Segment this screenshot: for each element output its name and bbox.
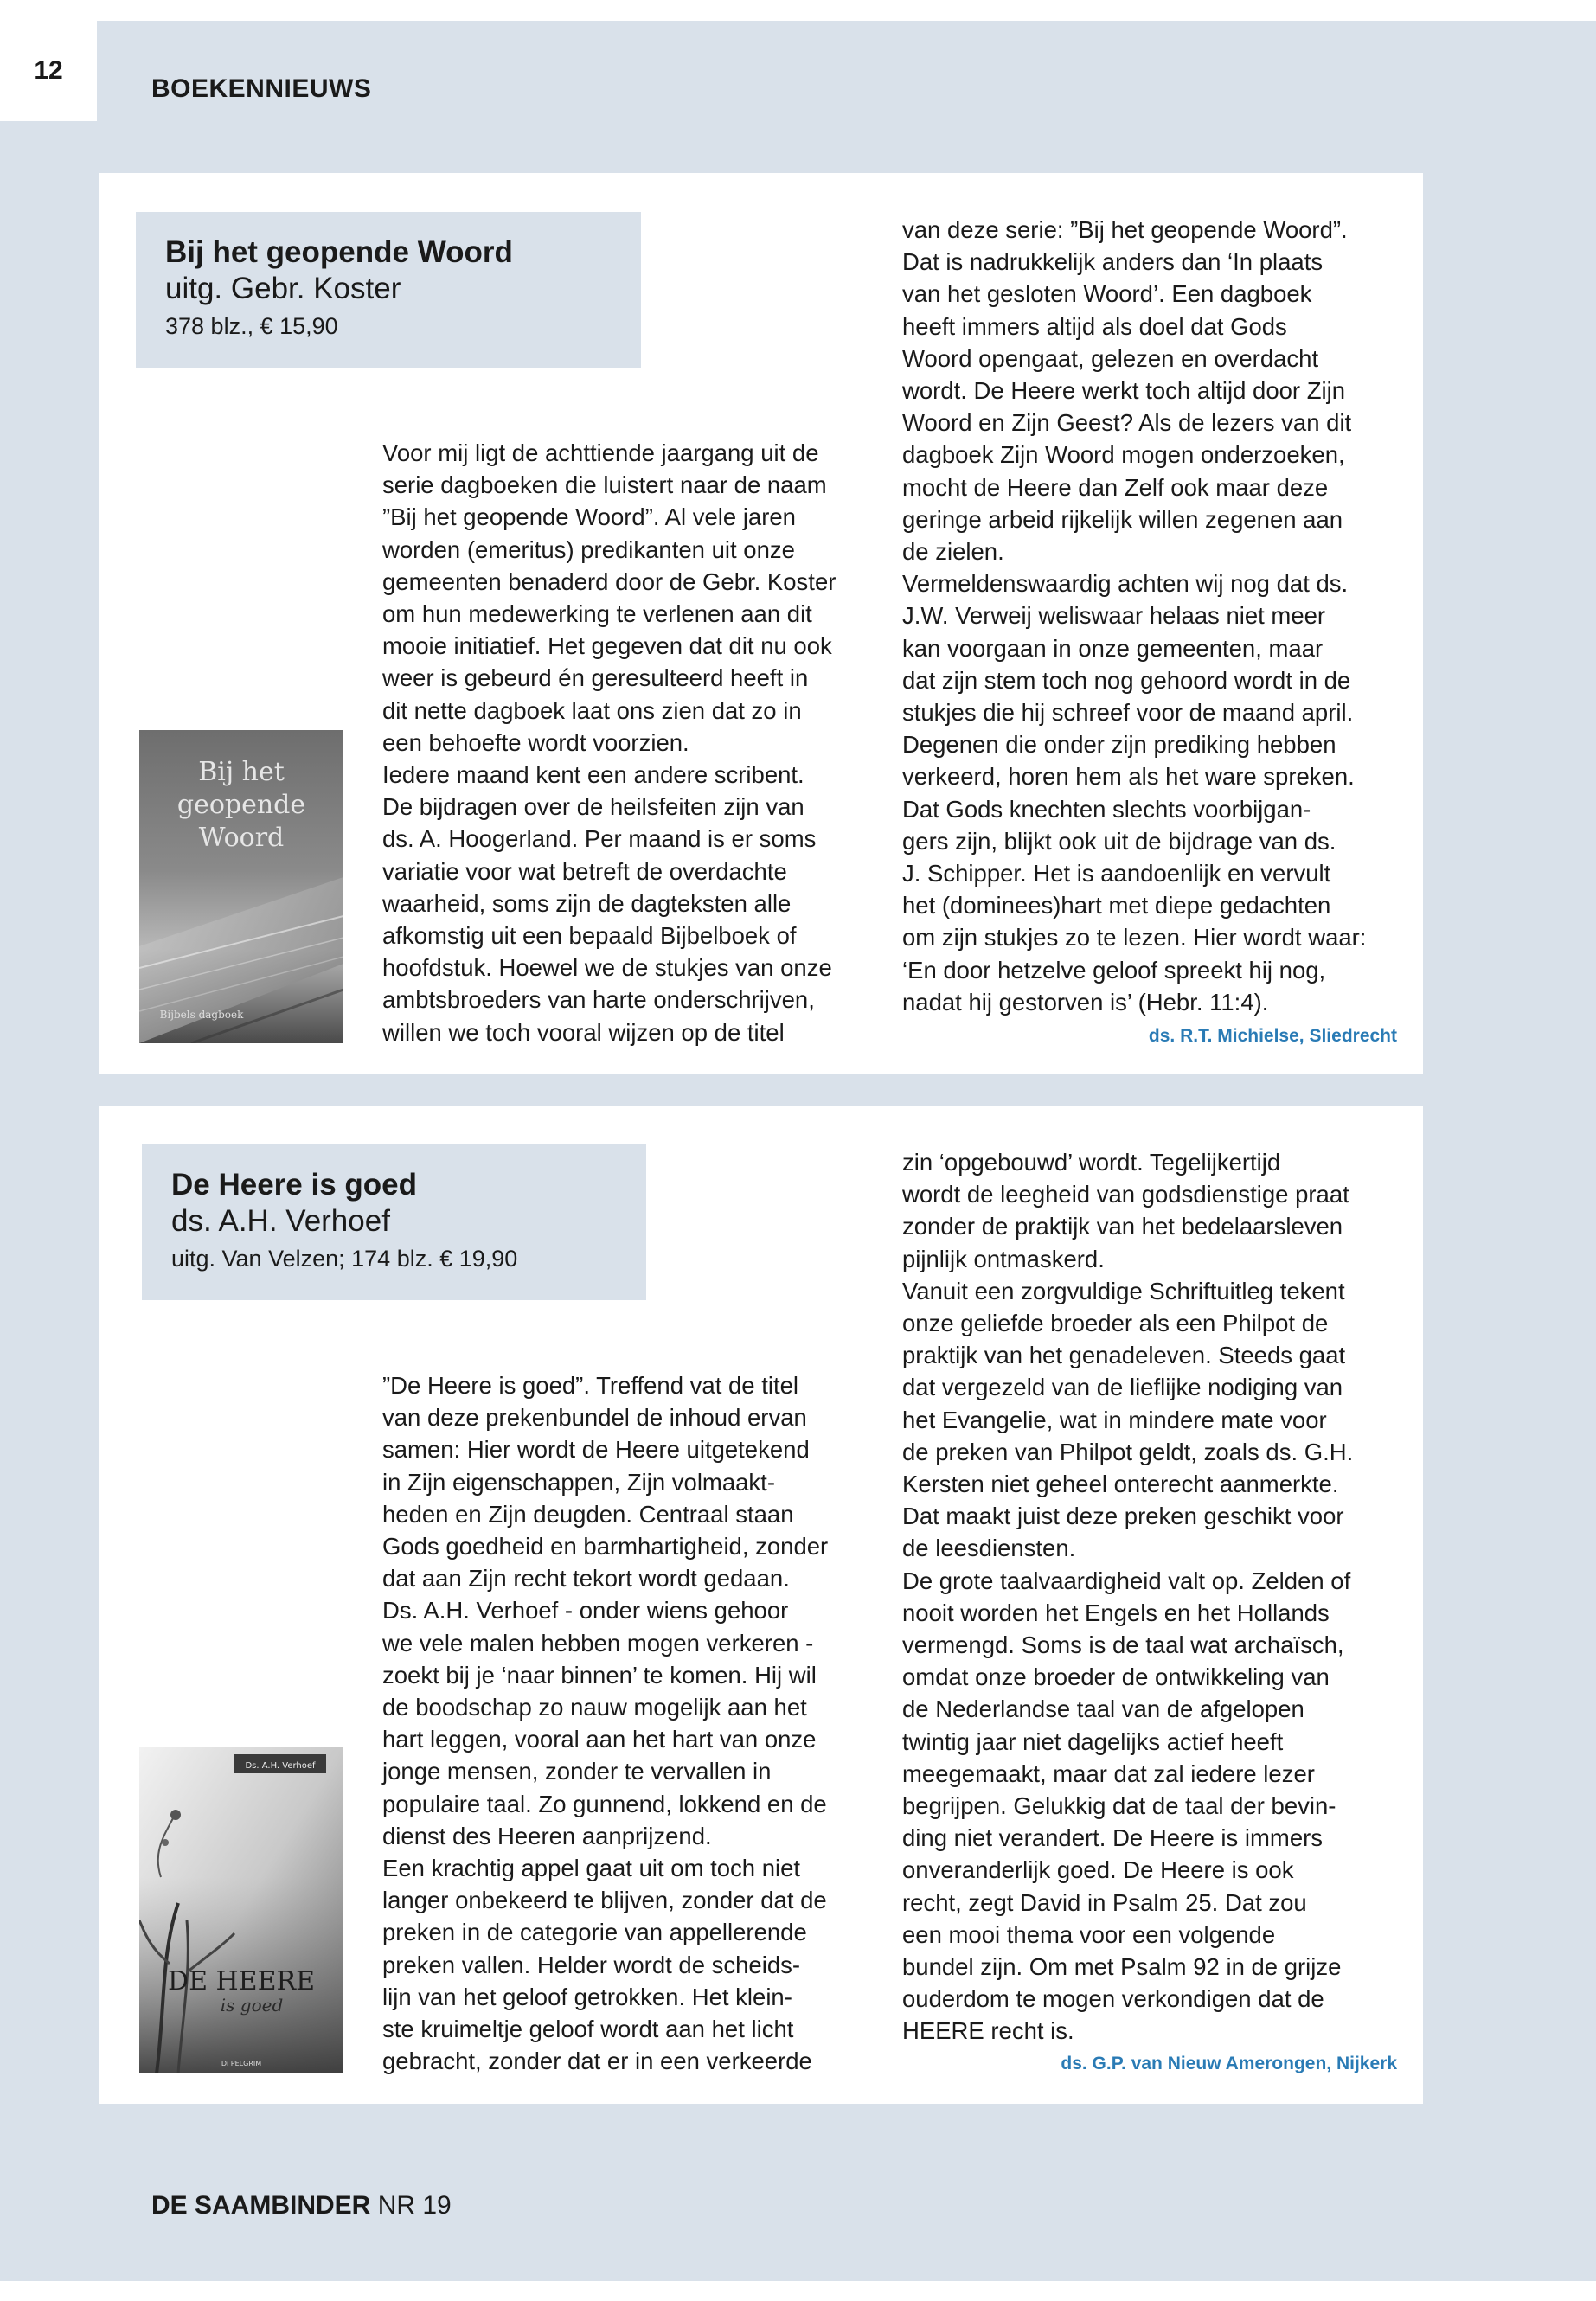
reviewer-signature: ds. G.P. van Nieuw Amerongen, Nijkerk: [1061, 2054, 1397, 2073]
review-column-2: [902, 214, 1404, 1018]
text-line: van het gesloten Woord’. Een dagboek: [902, 280, 1312, 308]
text-line: Ds. A.H. Verhoef - onder wiens gehoor: [382, 1597, 789, 1625]
text-line: van deze serie: ”Bij het geopende Woord”.: [902, 216, 1348, 243]
cover-title-line-1: Bij het: [198, 757, 285, 787]
text-line: ds. A. Hoogerland. Per maand is er soms: [382, 825, 817, 853]
review-column-2: [902, 1146, 1404, 2048]
text-line: serie dagboeken die luistert naar de naam: [382, 471, 827, 499]
text-line: jonge mensen, zonder te vervallen in: [382, 1758, 772, 1785]
text-line: de leesdiensten.: [902, 1535, 1076, 1562]
book-cover-art: [139, 1747, 343, 2073]
book-meta: 378 blz., € 15,90: [165, 313, 338, 339]
text-line: mooie initiatief. Het gegeven dat dit nu ook: [382, 632, 832, 660]
text-line: van deze prekenbundel de inhoud ervan: [382, 1404, 807, 1432]
text-line: Vanuit een zorgvuldige Schriftuitleg tekent: [902, 1277, 1345, 1304]
text-line: Dat maakt juist deze preken geschikt voor: [902, 1503, 1344, 1530]
text-line: Dat Gods knechten slechts voorbijgan-: [902, 795, 1311, 823]
text-line: kan voorgaan in onze gemeenten, maar: [902, 634, 1324, 662]
text-line: langer onbekeerd te blijven, zonder dat de: [382, 1887, 827, 1914]
text-line: meegemaakt, maar dat zal iedere lezer: [902, 1759, 1315, 1787]
review-card-1: [99, 173, 1423, 1074]
text-line: dienst des Heeren aanprijzend.: [382, 1822, 712, 1849]
text-line: een mooi thema voor een volgende: [902, 1920, 1276, 1948]
text-line: het Evangelie, wat in mindere mate voor: [902, 1406, 1327, 1433]
text-line: mocht de Heere dan Zelf ook maar deze: [902, 473, 1329, 501]
text-line: Een krachtig appel gaat uit om toch niet: [382, 1855, 801, 1882]
text-line: willen we toch vooral wijzen op de titel: [382, 1018, 785, 1046]
text-line: hoofdstuk. Hoewel we de stukjes van onze: [382, 954, 832, 982]
book-cover-art: [139, 730, 343, 1043]
text-line: wordt de leegheid van godsdienstige praat: [902, 1181, 1349, 1208]
text-line: de zielen.: [902, 538, 1004, 566]
book-cover-image: [139, 730, 343, 1043]
footer: [151, 2191, 452, 2221]
text-line: ding niet verandert. De Heere is immers: [902, 1824, 1324, 1852]
issue-number: NR 19: [377, 2191, 452, 2220]
text-line: om hun medewerking te verlenen aan dit: [382, 600, 812, 628]
book-title: De Heere is goed: [171, 1168, 417, 1202]
cover-title-line-2: is goed: [220, 1995, 284, 2016]
text-line: praktijk van het genadeleven. Steeds gaat: [902, 1342, 1346, 1369]
text-line: stukjes die hij schreef voor de maand april.: [902, 699, 1354, 727]
text-line: om zijn stukjes zo te lezen. Hier wordt waar:: [902, 924, 1367, 952]
text-line: populaire taal. Zo gunnend, lokkend en de: [382, 1790, 827, 1817]
text-line: J. Schipper. Het is aandoenlijk en vervult: [902, 860, 1331, 888]
text-line: worden (emeritus) predikanten uit onze: [382, 535, 795, 563]
text-line: Degenen die onder zijn prediking hebben: [902, 731, 1336, 759]
text-line: Kersten niet geheel onterecht aanmerkte.: [902, 1471, 1339, 1498]
text-line: omdat onze broeder de ontwikkeling van: [902, 1663, 1330, 1691]
review-column-1: [382, 437, 854, 1048]
book-publisher: uitg. Gebr. Koster: [165, 272, 401, 305]
text-line: verkeerd, horen hem als het ware spreken.: [902, 763, 1355, 791]
text-line: heeft immers altijd als doel dat Gods: [902, 312, 1287, 340]
text-line: dat aan Zijn recht tekort wordt gedaan.: [382, 1565, 790, 1593]
text-line: onveranderlijk goed. De Heere is ook: [902, 1856, 1294, 1884]
text-line: we vele malen hebben mogen verkeren -: [382, 1629, 814, 1657]
text-line: ambtsbroeders van harte onderschrijven,: [382, 986, 815, 1014]
text-line: pijnlijk ontmaskerd.: [902, 1245, 1105, 1272]
cover-title-line-2: geopende: [176, 790, 306, 820]
text-line: De grote taalvaardigheid valt op. Zelden of: [902, 1567, 1351, 1594]
book-title: Bij het geopende Woord: [165, 235, 513, 269]
text-line: dit nette dagboek laat ons zien dat zo in: [382, 696, 802, 724]
section-title: BOEKENNIEUWS: [151, 74, 372, 103]
book-info-box: [136, 212, 641, 368]
reviewer-signature: ds. R.T. Michielse, Sliedrecht: [1148, 1026, 1397, 1046]
text-line: ‘En door hetzelve geloof spreekt hij nog,: [902, 956, 1326, 984]
text-line: dagboek Zijn Woord mogen onderzoeken,: [902, 441, 1345, 469]
text-line: gers zijn, blijkt ook uit de bijdrage van ds.: [902, 827, 1336, 855]
text-line: het (dominees)hart met diepe gedachten: [902, 892, 1331, 920]
text-line: ste kruimeltje geloof wordt aan het licht: [382, 2016, 794, 2043]
text-line: Gods goedheid en barmhartigheid, zonder: [382, 1533, 829, 1561]
text-line: dat vergezeld van de lieflijke nodiging van: [902, 1374, 1343, 1401]
text-line: preken vallen. Helder wordt de scheids-: [382, 1951, 801, 1978]
text-line: zoekt bij je ‘naar binnen’ te komen. Hij wil: [382, 1661, 817, 1689]
text-line: Dat is nadrukkelijk anders dan ‘In plaats: [902, 248, 1324, 276]
text-line: zonder de praktijk van het bedelaarsleven: [902, 1213, 1343, 1240]
text-line: een behoefte wordt voorzien.: [382, 728, 689, 756]
text-line: Voor mij ligt de achttiende jaargang uit de: [382, 439, 819, 466]
text-line: twintig jaar niet dagelijks actief heeft: [902, 1727, 1284, 1755]
text-line: ”Bij het geopende Woord”. Al vele jaren: [382, 503, 796, 531]
text-line: bundel zijn. Om met Psalm 92 in de grijze: [902, 1953, 1342, 1981]
cover-publisher: Di PELGRIM: [221, 2060, 262, 2067]
text-line: onze geliefde broeder als een Philpot de: [902, 1310, 1329, 1337]
text-line: ”De Heere is goed”. Treffend vat de titel: [382, 1372, 798, 1399]
page-number: 12: [34, 56, 63, 85]
text-line: Vermeldenswaardig achten wij nog dat ds.: [902, 570, 1349, 598]
review-column-1: [382, 1369, 854, 2077]
text-line: de boodschap zo nauw mogelijk aan het: [382, 1694, 807, 1721]
text-line: ouderdom te mogen verkondigen dat de: [902, 1985, 1324, 2013]
text-line: vermengd. Soms is de taal wat archaïsch,: [902, 1631, 1344, 1659]
text-line: heden en Zijn deugden. Centraal staan: [382, 1500, 794, 1528]
book-cover-image: [139, 1747, 343, 2073]
text-line: samen: Hier wordt de Heere uitgetekend: [382, 1436, 810, 1464]
cover-caption: Bijbels dagboek: [159, 1009, 244, 1021]
text-line: J.W. Verweij weliswaar helaas niet meer: [902, 602, 1326, 630]
text-line: HEERE recht is.: [902, 2017, 1074, 2045]
text-line: de Nederlandse taal van de afgelopen: [902, 1695, 1304, 1723]
text-line: begrijpen. Gelukkig dat de taal der bevin-: [902, 1792, 1336, 1820]
text-line: lijn van het geloof getrokken. Het klein-: [382, 1983, 792, 2010]
text-line: Woord en Zijn Geest? Als de lezers van dit: [902, 409, 1352, 437]
book-info-box: [142, 1144, 646, 1300]
text-line: nooit worden het Engels en het Hollands: [902, 1599, 1330, 1626]
text-line: in Zijn eigenschappen, Zijn volmaakt-: [382, 1468, 775, 1496]
text-line: preken in de categorie van appellerende: [382, 1919, 807, 1946]
text-line: dat zijn stem toch nog gehoord wordt in de: [902, 666, 1351, 694]
text-line: waarheid, soms zijn de dagteksten alle: [382, 889, 792, 917]
text-line: Iedere maand kent een andere scribent.: [382, 761, 804, 789]
magazine-name: DE SAAMBINDER: [151, 2191, 371, 2220]
text-line: hart leggen, vooral aan het hart van onze: [382, 1726, 817, 1753]
review-card-2: [99, 1106, 1423, 2104]
text-line: zin ‘opgebouwd’ wordt. Tegelijkertijd: [902, 1149, 1281, 1176]
cover-title-line-1: DE HEERE: [168, 1966, 315, 1997]
text-line: variatie voor wat betreft de overdachte: [382, 857, 787, 885]
text-line: wordt. De Heere werkt toch altijd door Zijn: [902, 377, 1346, 405]
book-author: ds. A.H. Verhoef: [171, 1204, 390, 1238]
text-line: recht, zegt David in Psalm 25. Dat zou: [902, 1888, 1307, 1916]
text-line: gebracht, zonder dat er in een verkeerde: [382, 2048, 812, 2075]
text-line: Woord opengaat, gelezen en overdacht: [902, 344, 1319, 372]
text-line: geringe arbeid rijkelijk willen zegenen aan: [902, 505, 1343, 533]
book-meta: uitg. Van Velzen; 174 blz. € 19,90: [171, 1246, 518, 1272]
text-line: De bijdragen over de heilsfeiten zijn van: [382, 793, 804, 821]
text-line: afkomstig uit een bepaald Bijbelboek of: [382, 922, 797, 950]
text-line: weer is gebeurd én geresulteerd heeft in: [382, 664, 809, 692]
text-line: nadat hij gestorven is’ (Hebr. 11:4).: [902, 988, 1269, 1016]
text-line: de preken van Philpot geldt, zoals ds. G.H.: [902, 1438, 1354, 1465]
cover-title-line-3: Woord: [198, 823, 285, 853]
text-line: gemeenten benaderd door de Gebr. Koster: [382, 567, 836, 595]
cover-author: Ds. A.H. Verhoef: [245, 1761, 316, 1771]
